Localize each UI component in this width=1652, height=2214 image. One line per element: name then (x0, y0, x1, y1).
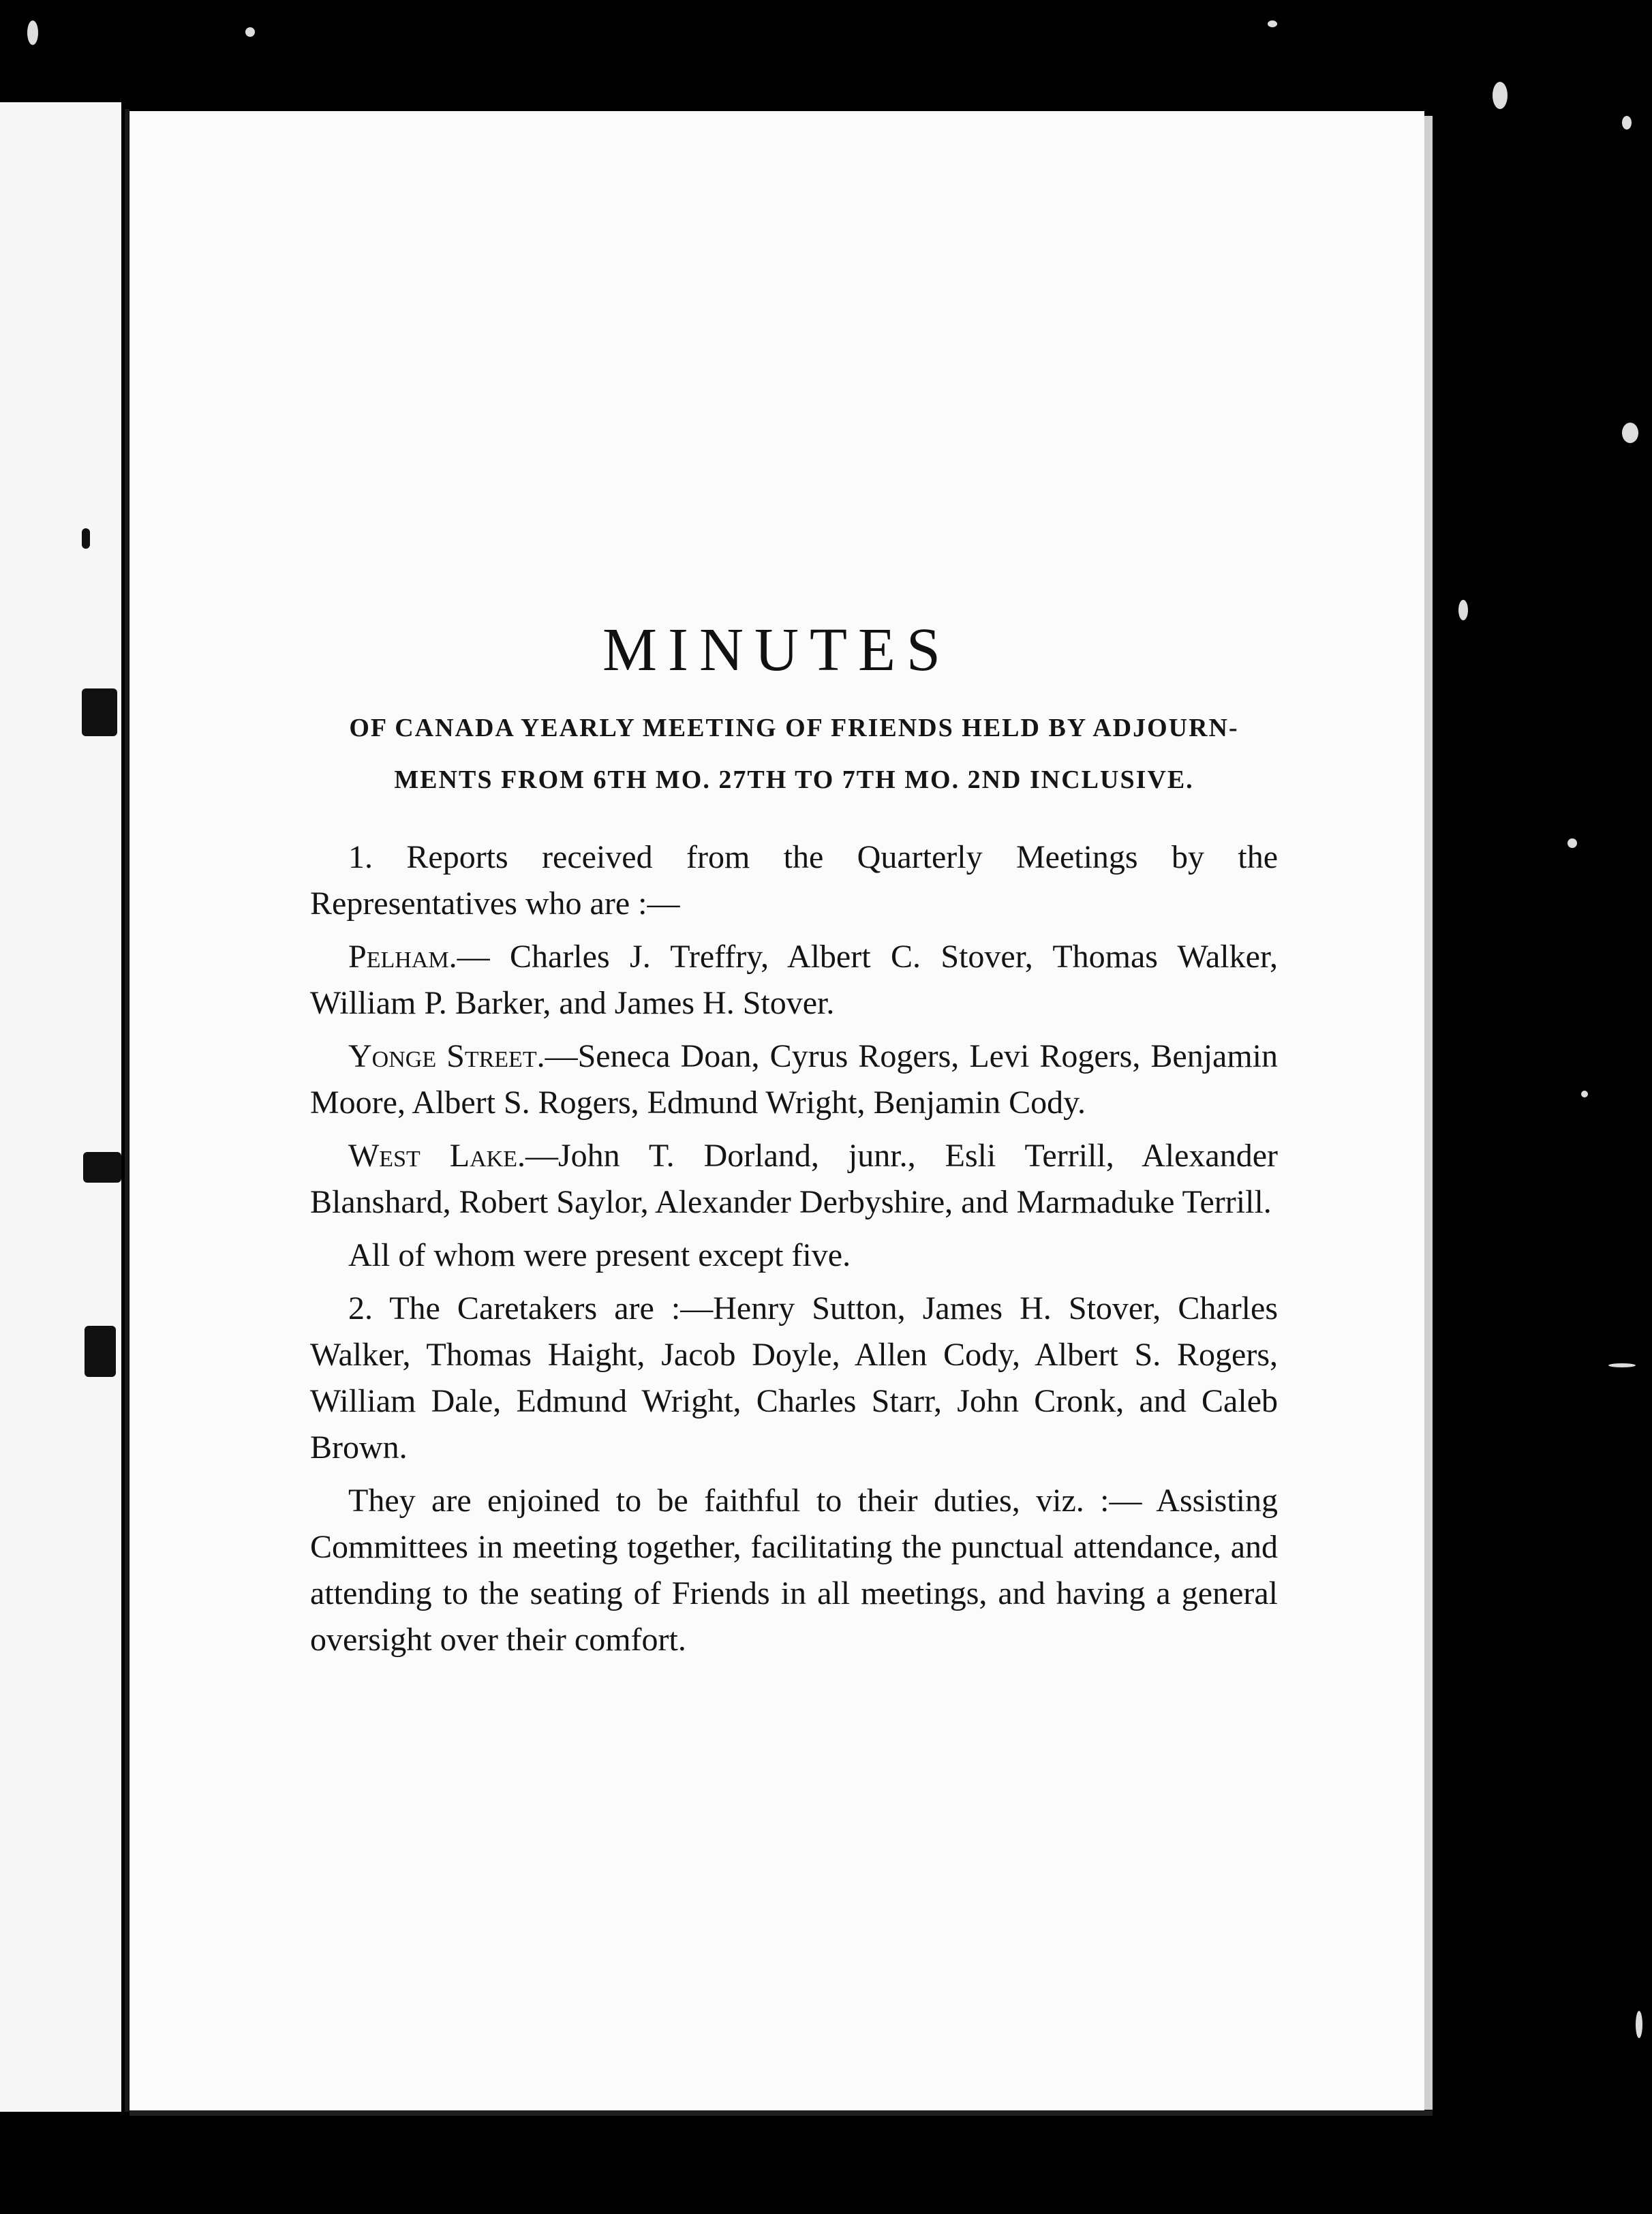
page-bottom-edge (129, 2110, 1433, 2116)
paragraph-caretakers: 2. The Caretakers are :—Henry Sutton, James H. Stover, Charles Walker, Thomas Haight, Jacob Doyle, Allen Cody, Albert S. Rogers, William Dale, Edmund Wright, Charles Starr, John Cronk, and Caleb Brown. (310, 1290, 1278, 1466)
dust-speck (1567, 838, 1577, 848)
paragraph-reports: 1. Reports received from the Quarterly Meetings by the Representatives who are :— (310, 839, 1278, 922)
page-subtitle (310, 702, 1278, 806)
dust-speck (1636, 2011, 1642, 2038)
binding-mark (82, 528, 90, 549)
dust-speck (1493, 82, 1508, 109)
pelham-label: Pelham. (348, 939, 457, 975)
dust-speck (1458, 600, 1468, 620)
dust-speck (1622, 116, 1632, 130)
dust-speck (1622, 423, 1638, 443)
west-lake-label: West Lake. (348, 1138, 525, 1174)
page-right-edge (1424, 116, 1433, 2110)
page-title: MINUTES (602, 616, 951, 684)
minutes-body (310, 834, 1278, 1670)
dust-speck (1608, 1363, 1636, 1367)
dust-speck (1268, 20, 1277, 27)
previous-page-edge (0, 102, 121, 2112)
pelham-text: — Charles J. Treffry, Albert C. Stover, Thomas Walker, William P. Barker, and James H. Stover. (310, 939, 1278, 1021)
paragraph-pelham (310, 934, 1278, 1027)
yonge-street-text: —Seneca Doan, Cyrus Rogers, Levi Rogers, Benjamin Moore, Albert S. Rogers, Edmund Wright, Benjamin Cody. (310, 1038, 1278, 1121)
paragraph-west-lake (310, 1133, 1278, 1226)
paragraph-yonge-street (310, 1033, 1278, 1126)
binding-mark (85, 1326, 116, 1377)
dust-speck (27, 20, 38, 45)
paragraph-present: All of whom were present except five. (348, 1237, 851, 1273)
subtitle-line-1: OF CANADA YEARLY MEETING OF FRIENDS HELD BY ADJOURN- (349, 714, 1239, 742)
subtitle-line-2: MENTS FROM 6TH MO. 27TH TO 7TH MO. 2ND INCLUSIVE. (394, 765, 1194, 794)
dust-speck (1581, 1091, 1588, 1097)
binding-mark (83, 1152, 121, 1183)
dust-speck (245, 27, 255, 37)
binding-mark (82, 688, 117, 736)
page-spine (125, 109, 129, 2112)
yonge-street-label: Yonge Street. (348, 1038, 545, 1074)
west-lake-text: —John T. Dorland, junr., Esli Terrill, Alexander Blanshard, Robert Saylor, Alexander Derbyshire, and Marmaduke Terrill. (310, 1138, 1278, 1220)
paragraph-duties: They are enjoined to be faithful to their duties, viz. :— Assisting Committees in meeting together, facilitating the punctual attendance, and attending to the seating of Friends in all meetings, and having a general oversight over their comfort. (310, 1483, 1278, 1658)
